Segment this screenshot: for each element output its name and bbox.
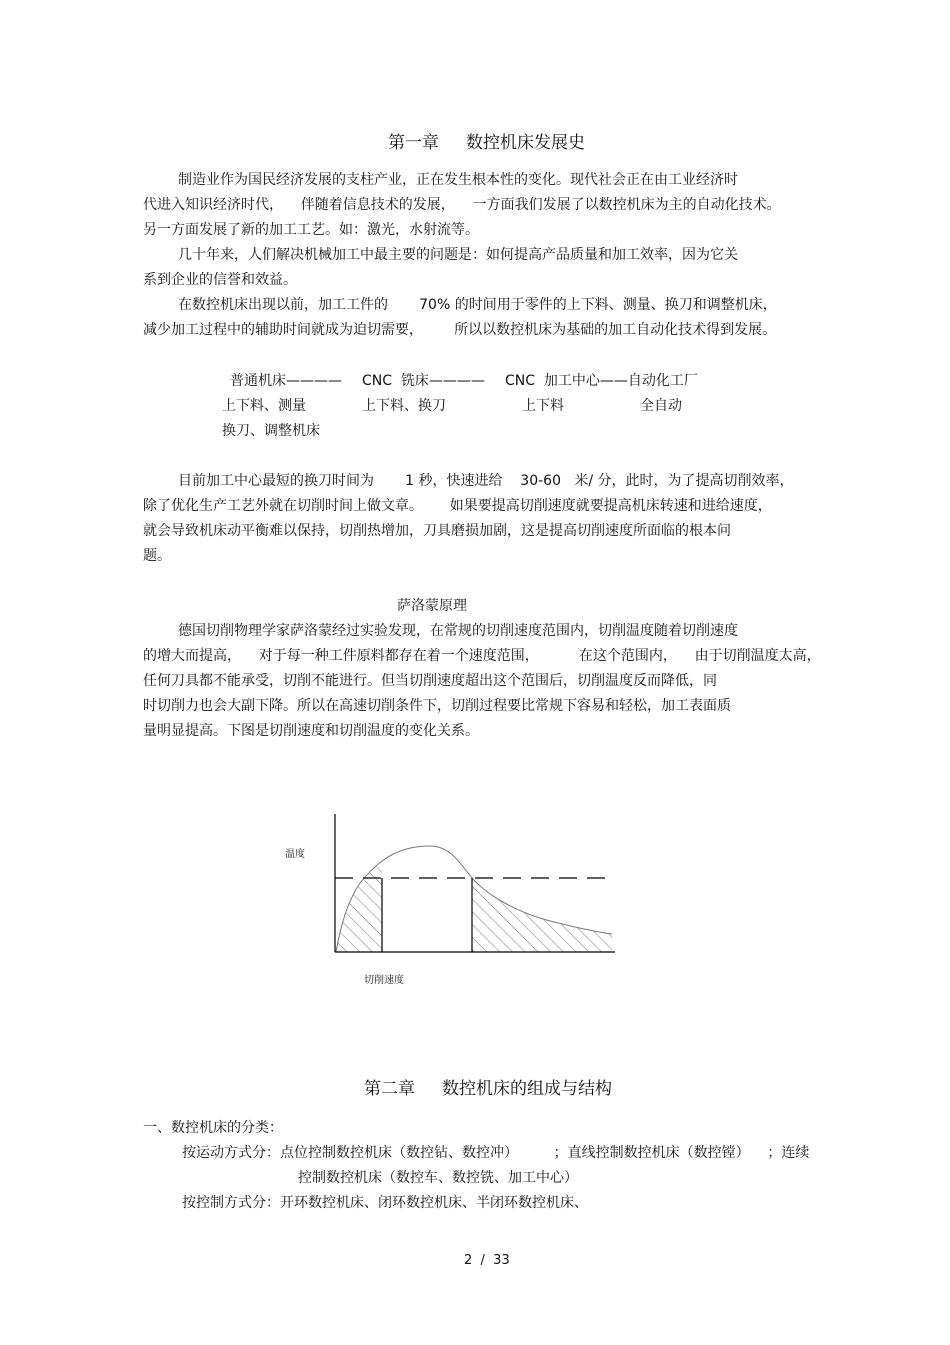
hatched-area-right: [472, 878, 612, 952]
section-heading: 一、数控机床的分类：: [143, 1120, 283, 1136]
paragraph-line: 制造业作为国民经济发展的支柱产业，正在发生根本性的变化。现代社会正在由工业经济时: [178, 172, 738, 188]
paragraph-line: 系到企业的信誉和效益。: [143, 272, 297, 288]
paragraph-line: 量明显提高。下图是切削速度和切削温度的变化关系。: [143, 723, 479, 739]
evolution-stage: 普通机床————: [230, 373, 342, 389]
paragraph-line: 德国切削物理学家萨洛蒙经过实验发现，在常规的切削速度范围内，切削温度随着切削速度: [178, 623, 738, 639]
hatched-area-left: [336, 864, 382, 952]
paragraph-line: 时切削力也会大副下降。所以在高速切削条件下，切削过程要比常规下容易和轻松，加工表面质: [143, 698, 731, 714]
evolution-stage: CNC 铣床————: [362, 373, 485, 389]
paragraph-line: 就会导致机床动平衡难以保持，切削热增加，刀具磨损加剧，这是提高切削速度所面临的根本问: [143, 523, 731, 539]
paragraph-line: 按控制方式分：开环数控机床、闭环数控机床、半闭环数控机床、: [182, 1195, 588, 1211]
paragraph-line: 按运动方式分：点位控制数控机床（数控钻、数控冲） ；直线控制数控机床（数控镗） ；连续: [182, 1145, 810, 1161]
chart-xlabel: 切削速度: [364, 975, 404, 986]
evolution-op: 上下料、换刀: [362, 398, 446, 414]
paragraph-line: 目前加工中心最短的换刀时间为 1 秒，快速进给 30-60 米/ 分，此时，为了提高切削效率，: [178, 473, 794, 489]
evolution-op: 上下料: [522, 398, 564, 414]
paragraph-line: 另一方面发展了新的加工工艺。如：激光，水射流等。: [143, 222, 479, 238]
evolution-op: 上下料、测量: [222, 398, 306, 414]
paragraph-line: 减少加工过程中的辅助时间就成为迫切需要， 所以以数控机床为基础的加工自动化技术得到发展。: [143, 322, 777, 338]
chapter1-title: 第一章 数控机床发展史: [388, 133, 586, 153]
page-number: 2 / 33: [464, 1253, 510, 1268]
paragraph-line: 任何刀具都不能承受，切削不能进行。但当切削速度超出这个范围后，切削温度反而降低，同: [143, 673, 717, 689]
chart-ylabel: 温度: [285, 849, 305, 860]
paragraph-line: 的增大而提高， 对于每一种工件原料都存在着一个速度范围， 在这个范围内， 由于切削温度太高，: [143, 648, 821, 664]
chapter2-title: 第二章 数控机床的组成与结构: [364, 1079, 613, 1099]
paragraph-line: 几十年来，人们解决机械加工中最主要的问题是：如何提高产品质量和加工效率，因为它关: [178, 247, 738, 263]
paragraph-line: 在数控机床出现以前，加工工件的 70% 的时间用于零件的上下料、测量、换刀和调整机床，: [178, 297, 777, 313]
paragraph-line: 控制数控机床（数控车、数控铣、加工中心）: [298, 1170, 578, 1186]
paragraph-line: 代进入知识经济时代， 伴随着信息技术的发展， 一方面我们发展了以数控机床为主的自动化技术。: [143, 197, 781, 213]
salomon-chart: [330, 808, 630, 968]
evolution-stage: CNC 加工中心——自动化工厂: [505, 373, 698, 389]
evolution-op-extra: 换刀、调整机床: [222, 423, 320, 439]
paragraph-line: 题。: [143, 548, 171, 564]
evolution-op: 全自动: [640, 398, 682, 414]
section-title: 萨洛蒙原理: [397, 598, 467, 614]
paragraph-line: 除了优化生产工艺外就在切削时间上做文章。 如果要提高切削速度就要提高机床转速和进给速度，: [143, 498, 772, 514]
